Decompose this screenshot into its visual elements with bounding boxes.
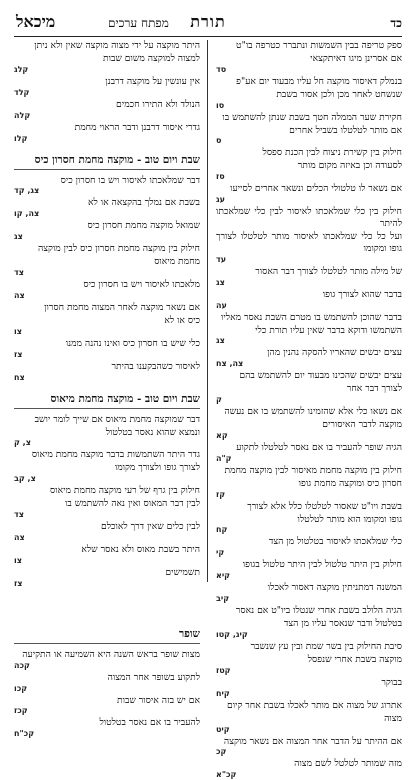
index-entry <box>216 312 402 324</box>
entry-text: חילוק בין היתר טלטול לבין היתר טלטול בגופו <box>242 559 402 571</box>
entry-text: חילוק בין קשירת ניצוח לבין הכנת ספסל <box>262 147 402 159</box>
entry-text: ספק טריפה בבין השמשות ונתברר כטרפה בו"ט <box>236 40 402 51</box>
entry-text: כלי שיש בו חסרון כיס ואינו נהנה ממנו <box>65 337 200 349</box>
index-entry <box>14 197 200 219</box>
index-entry <box>14 243 200 255</box>
entry-text: למצוה למוקצה משום שבות <box>103 52 200 64</box>
index-entry <box>216 700 402 712</box>
entry-page-ref: צה, צח <box>216 359 244 369</box>
entry-text: אם ההיתר על הדבר אחר המצוה אם נשאר מוקצה <box>223 735 402 747</box>
index-entry <box>216 559 402 581</box>
index-entry <box>14 695 200 717</box>
entry-text: לצורך דבר אחר <box>346 383 402 395</box>
entry-text: ועל כל כלי שמלאכתו לאיסור מותר לטלטלו לצורך גופו ומקומו <box>216 230 402 254</box>
entry-text: חילוק בין מוקצה מחמת חסרון כיס לבין מוקצה <box>37 243 200 255</box>
page-header <box>14 10 402 37</box>
index-entry <box>216 536 402 558</box>
entry-text: בשבת ויו"ט שאסור לטלטלו כלל אלא לצורך <box>247 500 402 512</box>
entry-text: בנמלק דאיסור מוקצה חל עליו מבעוד יום אע"פ <box>236 75 402 87</box>
entry-text: אם נשאר לו טלטולי הכלים ונשאר אחרים לסייעו <box>230 183 402 195</box>
index-entry <box>14 122 200 144</box>
entry-text: היתר מוקצה על ידי מצוה מוקצה שאין ולא ניתן <box>34 40 200 51</box>
right-column <box>216 40 402 780</box>
index-entry <box>216 383 402 405</box>
entry-page-ref: צג <box>14 232 23 242</box>
left-intro-entries <box>14 40 200 144</box>
index-entry <box>14 521 200 543</box>
entry-text: בטלטול ודבר שנאסר עליו מן הצד <box>283 618 402 630</box>
entry-text: לסעודה וכן באיזה מקום מותר <box>297 160 402 172</box>
index-entry <box>14 717 200 739</box>
entry-page-ref: סז <box>216 172 225 182</box>
entry-page-ref: קיג, קטו <box>216 630 248 639</box>
index-entry <box>216 406 402 418</box>
entry-text: גדרי איסור דרבנן ודבר הראוי מחמת <box>74 121 200 133</box>
index-entry <box>14 220 200 242</box>
index-entry <box>14 279 200 301</box>
entry-text: לתקוע בשופר אחר המצוה <box>107 671 200 683</box>
entry-page-ref: קיח <box>216 688 230 698</box>
index-entry <box>216 501 402 513</box>
index-entry <box>14 338 200 360</box>
entry-text: הגיה הלולב בשבת אחרי שנטלו ביו"ט אם נאסר <box>235 605 402 617</box>
index-entry <box>14 361 200 383</box>
index-label: מפתח ערכים <box>108 16 169 30</box>
entry-page-ref: צ, קב <box>14 474 36 484</box>
entry-text: גדר היתר השתמשות בדבר מוקצה מחמת מיאוס <box>31 449 200 461</box>
entry-text: חילוק בין גרף של רעי מוקצה מחמת מיאוס <box>50 485 200 497</box>
entry-page-ref: קלו <box>14 133 28 143</box>
index-entry <box>14 544 200 566</box>
entry-text: אין עונשין על מוקצה דרבנן <box>105 75 200 87</box>
running-title-center: תורת <box>190 12 226 31</box>
index-entry <box>216 147 402 159</box>
entry-text: בשבת אם נמלך בהקצאה או לא <box>88 197 200 209</box>
index-entry <box>14 672 200 694</box>
entry-page-ref: סו <box>216 100 225 110</box>
index-entry <box>14 175 200 197</box>
index-entry <box>216 618 402 640</box>
left-column <box>14 40 200 739</box>
entry-text: דבר שמלאכתו לאיסור ויש בו חסרון כיס <box>60 174 200 186</box>
index-entry <box>216 231 402 265</box>
section-heading-shofar: שופר <box>14 628 200 644</box>
entry-text: כלי שמלאכתו לאיסור בטלטול מן הצד <box>268 536 402 548</box>
index-entry <box>216 736 402 758</box>
entry-text: לבין דבר המאוס ואין נאה להשתמש בו <box>65 498 200 510</box>
entry-text: בדבר שהוא לצורך גופו <box>322 288 402 300</box>
entry-page-ref: קי <box>216 548 225 558</box>
entry-page-ref: קכ <box>216 747 227 757</box>
index-entry <box>14 485 200 497</box>
entry-page-ref: קיט <box>216 724 230 734</box>
index-entry <box>14 462 200 484</box>
entry-page-ref: עג <box>216 195 225 205</box>
entry-text: מוקצה בשבת אחרי שנפסל <box>307 653 402 665</box>
entry-page-ref: קח <box>216 525 228 535</box>
entry-text: עצים יבשים שהכינו מבעוד יום להשתמש בהם <box>239 370 402 382</box>
entry-page-ref: צ, ק <box>14 438 31 448</box>
entry-page-ref: צד <box>14 268 24 278</box>
entry-page-ref: צז <box>14 349 23 359</box>
section-entries-miyus <box>14 414 200 589</box>
entry-page-ref: קז <box>216 489 226 499</box>
entry-page-ref: ס <box>216 136 222 146</box>
entry-text: עצים יבשים שהאריו להסקה נהנין מהן <box>267 347 402 359</box>
section-entries-shofar <box>14 649 200 740</box>
section-entries-chisaron-kis <box>14 175 200 383</box>
entry-text: המשנה דמתניתין מוקצה דאסור לאכלו <box>267 582 402 594</box>
index-entry <box>216 289 402 311</box>
index-entry <box>14 449 200 461</box>
index-entry <box>14 427 200 449</box>
entry-page-ref: עד <box>216 254 227 264</box>
entry-text: חקירת שער הממלה חטך בשבת שנתן להשתמש בו <box>222 111 402 123</box>
entry-text: לאיסור כשהבקענו בהיתר <box>111 360 200 372</box>
running-title-left: מיכאל <box>16 12 56 31</box>
index-entry <box>14 567 200 589</box>
entry-text: אם יש בזה איסור שבות <box>116 694 200 706</box>
index-entry <box>216 605 402 617</box>
entry-text: בבוקר <box>381 676 402 688</box>
index-entry <box>14 76 200 98</box>
entry-text: גופו ומקומו הוא מותר לטלטלו <box>297 513 402 525</box>
entry-page-ref: ק <box>216 395 222 405</box>
entry-text: מצות שופר בראש השנה היא השמיעה או התקיעה <box>22 648 200 660</box>
index-entry <box>216 347 402 369</box>
index-entry <box>216 641 402 653</box>
entry-text: מוקצה לדבר האיסורים <box>322 419 402 431</box>
entry-page-ref: קא <box>216 430 228 440</box>
entry-page-ref: קיב <box>216 594 230 604</box>
index-entry <box>216 40 402 52</box>
entry-text: שמואל מוקצה מחמת חסרון כיס <box>87 220 200 232</box>
index-entry <box>14 498 200 520</box>
entry-text: חילוק בין כלי שמלאכתו לאיסור לבין כלי שמלאכתו להיתר <box>216 206 402 230</box>
entry-text: היתר בשבת מאוס ולא נאסר שלא <box>81 543 200 555</box>
index-entry <box>216 442 402 464</box>
entry-page-ref: צד <box>14 510 24 520</box>
index-entry <box>216 582 402 604</box>
index-entry <box>14 302 200 314</box>
index-entry <box>216 478 402 500</box>
entry-page-ref: צה, קו <box>14 209 40 219</box>
index-entry <box>14 315 200 337</box>
index-entry <box>14 99 200 121</box>
entry-page-ref: צג, קד <box>14 186 40 196</box>
entry-text: הנולד ולא התירו חכמים <box>116 98 200 110</box>
index-entry <box>216 419 402 441</box>
entry-page-ref: צז <box>14 578 23 588</box>
index-entry <box>14 40 200 52</box>
index-entry <box>216 266 402 288</box>
entry-page-ref: עה <box>216 300 227 310</box>
entry-text: מחמת מיאוס <box>154 256 200 268</box>
index-entry <box>216 89 402 111</box>
index-entry <box>216 76 402 88</box>
entry-page-ref: צג <box>216 277 225 287</box>
index-entry <box>14 53 200 75</box>
entry-text: מזה שמותר לטלטל לשם מצוה <box>294 758 402 770</box>
entry-text: דבר שמוקצה מחמת מיאוס אם שייך לומר יושב <box>34 413 200 425</box>
index-entry <box>216 465 402 477</box>
entry-text: אם נשאו כלי אלא שהזמינו להשתמש בו אם נעשה <box>224 406 402 418</box>
entry-page-ref: קיא <box>216 571 231 581</box>
entry-page-ref: קלד <box>14 87 30 97</box>
entry-text: בדבר שהוכן להשתמש בו מטרם השבת נאסר מאליו <box>221 311 402 323</box>
index-entry <box>14 414 200 426</box>
index-entry <box>216 514 402 536</box>
entry-text: מלאכתו לאיסור ויש בו חסרון כיס <box>83 279 200 291</box>
index-entry <box>216 654 402 676</box>
entry-page-ref: ק"ה <box>216 453 232 463</box>
entry-page-ref: קכו <box>14 683 28 693</box>
entry-text: השתמשו ודוקא בדבר שאין עליו תורת כלי <box>255 324 402 336</box>
entry-text: לבין כלים שאין דרך לאוכלם <box>101 521 200 533</box>
entry-page-ref: צה <box>14 290 25 300</box>
entry-page-ref: קכ"ח <box>14 729 35 739</box>
entry-text: סיבת החילוק בין בשר שמת ובין עץ שנשבר <box>250 641 402 652</box>
entry-text: מצוה <box>384 712 402 724</box>
index-entry <box>216 325 402 347</box>
entry-text: תשמישים <box>165 566 200 578</box>
entry-text: ונמצא שהוא נאסר בטלטול <box>105 426 200 438</box>
entry-text: אתרוג של מצוה אם מותר לאכלו בשבת אחר קיום <box>226 699 402 711</box>
entry-page-ref: סד <box>216 64 227 74</box>
entry-text: אם מותר לטלטלו בשביל אחרים <box>289 124 402 136</box>
entry-text: הגיה שופר להעביר בו אם נאסר לטלטלו לתקוע <box>236 441 402 453</box>
entry-text: שנשחט לאחר מכן ולכן אסור בשבת <box>276 88 402 100</box>
entry-text: חסרון כיס ומוקצה מחמת גופו <box>298 477 402 489</box>
entry-page-ref: קלה <box>14 110 31 120</box>
entry-page-ref: צו <box>14 555 22 565</box>
index-entry <box>216 53 402 75</box>
entry-page-ref: צה <box>14 532 25 542</box>
entry-page-ref: צג <box>216 336 225 346</box>
index-entry <box>216 206 402 230</box>
index-entry <box>216 160 402 182</box>
entry-page-ref: צו <box>14 326 22 336</box>
entry-text: של מילה מותר לטלטלו לצורך דבר האסור <box>255 265 402 277</box>
index-entry <box>216 112 402 124</box>
page-number: כד <box>390 16 402 30</box>
entry-text: להעביר בו אם נאסר בטלטול <box>99 717 200 729</box>
section-spacer <box>14 590 200 618</box>
entry-page-ref: קכ"א <box>216 770 237 780</box>
entry-text: אם אסרינן מיגו דאיתקצאי <box>310 52 402 64</box>
column-divider <box>207 40 208 582</box>
index-entry <box>14 256 200 278</box>
index-entry <box>14 649 200 671</box>
index-entry <box>216 370 402 382</box>
entry-text: אם נשאר מוקצה לאחר המצוה מחמת חסרון <box>44 301 200 313</box>
index-entry <box>216 758 402 780</box>
section-heading-miyus: שבת ויום טוב - מוקצה מחמת מיאוס <box>14 393 200 409</box>
entry-page-ref: צח <box>14 372 25 382</box>
section-heading-chisaron-kis: שבת ויום טוב - מוקצה מחמת חסרון כיס <box>14 154 200 170</box>
index-entry <box>216 677 402 699</box>
entry-page-ref: קטז <box>216 665 231 675</box>
entry-text: כיס או לא <box>164 314 200 326</box>
entry-page-ref: קלג <box>14 64 29 74</box>
entry-text: לצורך גופו ולצורך מקומו <box>114 462 200 474</box>
index-entry <box>216 713 402 735</box>
entry-page-ref: קכה <box>14 660 30 670</box>
index-entry <box>216 125 402 147</box>
index-entry <box>216 183 402 205</box>
entry-page-ref: קכז <box>14 706 28 716</box>
entry-text: חילוק בין מוקצה מחמת מאיסור לבין מוקצה מחמת <box>224 464 402 476</box>
